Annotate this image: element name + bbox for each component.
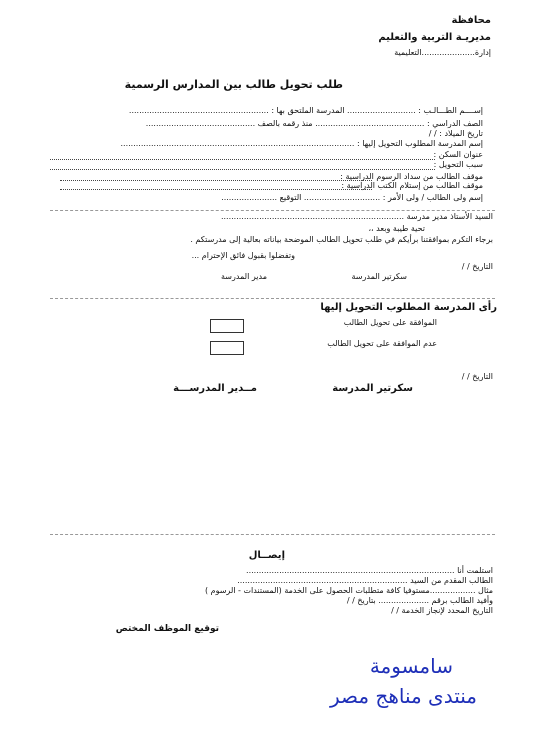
approve-checkbox[interactable]	[210, 319, 244, 333]
watermark-line-1: سامسومة	[369, 654, 453, 678]
letter-addressee: السيد الأستاذ مدير مدرسة ........................................................................	[220, 212, 493, 221]
opinion-date: التاريخ / /	[461, 372, 493, 381]
target-school-field: إسم المدرسة المطلوب التحويل إليها : ............................................................................................	[120, 139, 483, 148]
separator-3	[50, 534, 495, 535]
watermark-line-2: منتدى مناهج مصر	[329, 684, 477, 708]
letter-greeting: تحية طيبة وبعد ،،	[368, 224, 425, 233]
letter-principal: مدير المدرسة	[220, 272, 267, 281]
letter-body: برجاء التكرم بموافقتنا برأيكم في طلب تحويل الطالب الموضحة بياناته بعالية إلى مدرستكم .	[190, 235, 493, 244]
books-status-field: موقف الطالب من إستلام الكتب الدراسية :	[341, 181, 483, 190]
school-grade-field: الصف الدراسي : ........................................... منذ رقمه بالصف ...........................................	[145, 119, 483, 128]
letter-closing: وتفضلوا بقبول فائق الإحترام ...	[191, 251, 295, 260]
governorate-label: محافظة	[451, 15, 491, 26]
books-dots	[60, 189, 372, 190]
receipt-line-1: استلمت أنا ..................................................................................	[246, 566, 493, 575]
letter-date: التاريخ / /	[461, 262, 493, 271]
receipt-line-4: وأفيد الطالب برقم .................... بتاريخ / /	[346, 596, 493, 605]
receipt-heading: إيصــال	[248, 550, 285, 561]
reject-checkbox[interactable]	[210, 341, 244, 355]
receipt-line-2: الطالب المقدم من السيد ...................................................................	[237, 576, 493, 585]
receipt-line-3: مثال ..................مستوفيا كافة متطلبات الحصول على الخدمة (المستندات - الرسوم )	[204, 586, 493, 595]
administration-label: إدارة.....................التعليمية	[394, 48, 491, 57]
guardian-field: إسم ولى الطالب / ولى الأمر : .............................. التوقيع ......................	[221, 193, 483, 202]
opinion-heading: رأى المدرسة المطلوب التحويل إليها	[320, 302, 497, 313]
birth-date-field: تاريخ الميلاد : / /	[428, 129, 483, 138]
receipt-signature: توقيع الموظف المختص	[115, 624, 219, 634]
address-dots	[50, 159, 435, 160]
approve-label: الموافقة على تحويل الطالب	[343, 318, 437, 327]
letter-secretary: سكرتير المدرسة	[351, 272, 407, 281]
reject-label: عدم الموافقة على تحويل الطالب	[327, 339, 437, 348]
fees-status-field: موقف الطالب من سداد الرسوم الدراسية :	[340, 172, 483, 181]
opinion-secretary: سكرتير المدرسة	[332, 383, 413, 394]
reason-dots	[50, 169, 435, 170]
reason-field: سبب التحويل :	[433, 160, 483, 169]
separator-1	[50, 210, 495, 211]
opinion-principal: مــدير المدرســـة	[173, 383, 257, 394]
separator-2	[50, 298, 495, 299]
address-field: عنوان السكن :	[433, 150, 483, 159]
form-title: طلب تحويل طالب بين المدارس الرسمية	[124, 78, 343, 91]
directorate-label: مديريـة التربية والتعليم	[378, 32, 491, 43]
receipt-line-5: التاريخ المحدد لإنجاز الخدمة / /	[391, 606, 493, 615]
fees-dots	[60, 180, 372, 181]
student-name-field: إســــم الطـــالـب : ........................... المدرسة الملتحق بها : .......................................................	[128, 106, 483, 115]
